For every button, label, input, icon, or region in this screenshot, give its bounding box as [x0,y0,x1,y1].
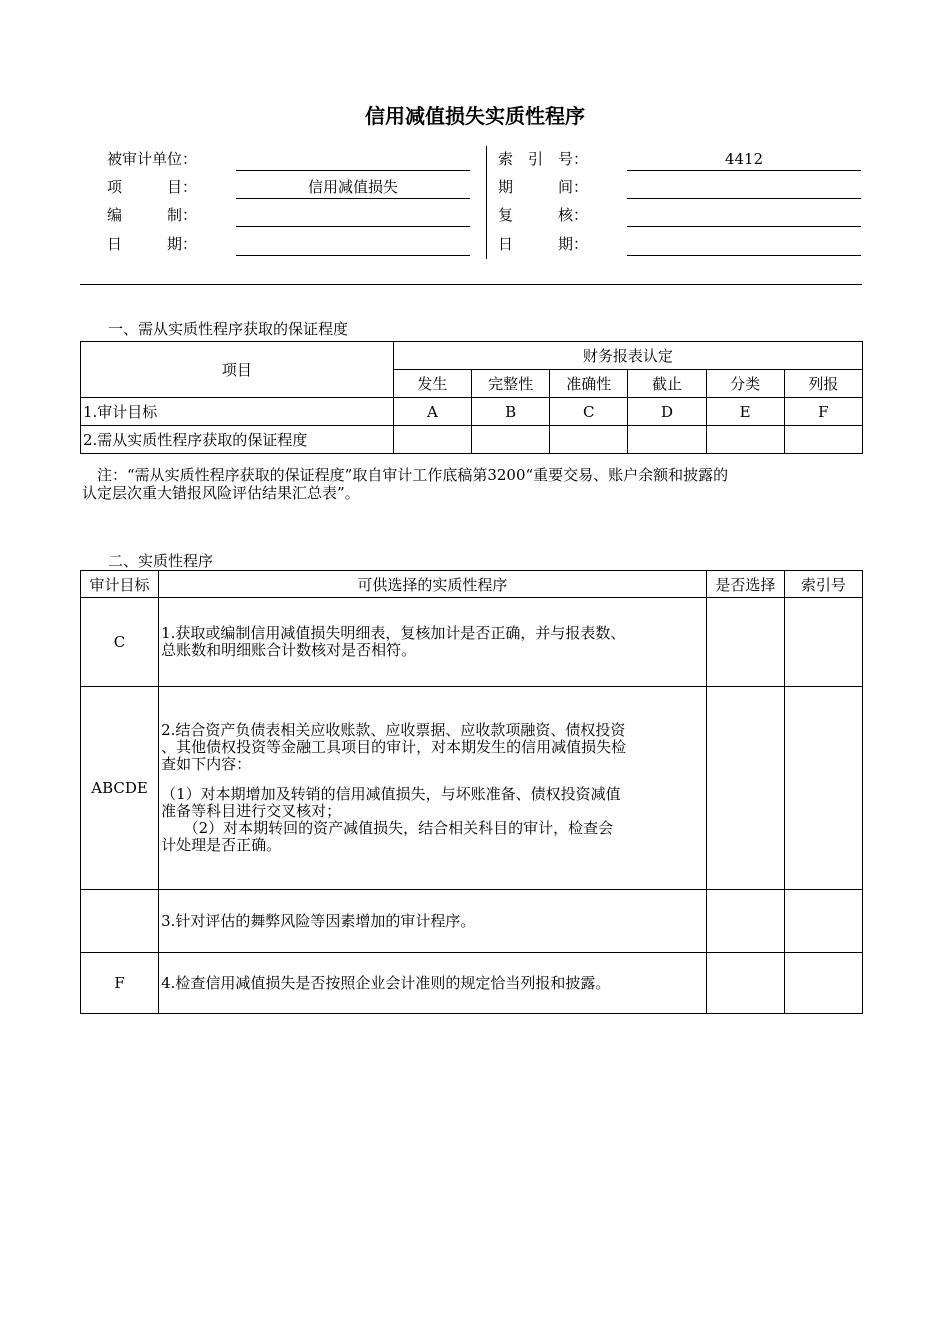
assertion-header: 分类 [706,370,784,398]
procedures-table [80,570,863,1014]
procedure-objective: C [81,598,159,687]
procedure-text [159,687,707,890]
objective-cell: C [550,398,628,426]
index-header: 索引号 [784,571,862,598]
project-label: 项 目： [107,178,198,196]
procedure-line: 3.针对评估的舞弊风险等因素增加的审计程序。 [161,911,476,930]
index-no-field[interactable]: 4412 [627,148,861,171]
auditee-label: 被审计单位： [107,150,198,168]
assertion-header: 完整性 [471,370,549,398]
assertion-header: 准确性 [550,370,628,398]
prep-date-field[interactable] [236,233,470,256]
procedure-header: 可供选择的实质性程序 [159,571,707,598]
preparer-field[interactable] [236,204,470,227]
assurance-cell[interactable] [628,426,706,454]
procedure-objective: ABCDE [81,687,159,890]
procedure-text [159,598,707,687]
selected-cell[interactable] [706,953,784,1014]
section1-heading: 一、需从实质性程序获取的保证程度 [108,320,349,338]
procedure-line: 查如下内容： [161,755,252,773]
procedure-line: （2）对本期转回的资产减值损失，结合相关科目的审计，检查会 [161,819,614,837]
review-date-field[interactable] [627,233,861,256]
selected-header: 是否选择 [706,571,784,598]
prep-date-label: 日 期： [107,235,198,253]
procedure-line: 计处理是否正确。 [161,836,282,854]
header-rule [80,284,862,285]
assertion-group-header: 财务报表认定 [393,342,862,370]
note-line: 认定层次重大错报风险评估结果汇总表”。 [82,484,360,502]
objective-cell: B [471,398,549,426]
row-label-assurance: 2.需从实质性程序获取的保证程度 [81,426,394,454]
assertion-header: 截止 [628,370,706,398]
selected-cell[interactable] [706,598,784,687]
procedure-text [159,890,707,953]
procedure-line: 1.获取或编制信用减值损失明细表，复核加计是否正确，并与报表数、 [161,624,626,642]
assertion-header: 发生 [393,370,471,398]
selected-cell[interactable] [706,890,784,953]
project-field[interactable]: 信用减值损失 [236,176,470,199]
procedure-objective [81,890,159,953]
procedure-text [159,953,707,1014]
index-cell[interactable] [784,953,862,1014]
period-label: 期 间： [498,178,589,196]
index-cell[interactable] [784,890,862,953]
assurance-cell[interactable] [784,426,862,454]
objective-cell: E [706,398,784,426]
reviewer-label: 复 核： [498,206,589,224]
objective-cell: A [393,398,471,426]
assurance-cell[interactable] [471,426,549,454]
page-title: 信用减值损失实质性程序 [365,104,585,128]
procedure-line: 4.检查信用减值损失是否按照企业会计准则的规定恰当列报和披露。 [161,973,611,992]
assurance-cell[interactable] [550,426,628,454]
index-no-label: 索 引 号： [498,150,589,168]
review-date-label: 日 期： [498,235,589,253]
row-label-objective: 1.审计目标 [81,398,394,426]
index-cell[interactable] [784,598,862,687]
item-header: 项目 [81,342,394,398]
procedure-line: （1）对本期增加及转销的信用减值损失，与坏账准备、债权投资减值 [161,785,621,803]
procedure-objective: F [81,953,159,1014]
procedure-line: 总账数和明细账合计数核对是否相符。 [161,641,417,659]
index-cell[interactable] [784,687,862,890]
assertion-header: 列报 [784,370,862,398]
procedure-line: 准备等科目进行交叉核对； [161,802,342,820]
preparer-label: 编 制： [107,206,198,224]
reviewer-field[interactable] [627,204,861,227]
objective-header: 审计目标 [81,571,159,598]
header-divider [486,146,487,259]
note-line: 注：“需从实质性程序获取的保证程度”取自审计工作底稿第3200“重要交易、账户余额和披露的 [82,466,729,484]
assurance-table [80,341,863,454]
selected-cell[interactable] [706,687,784,890]
objective-cell: F [784,398,862,426]
auditee-field[interactable] [236,148,470,171]
procedure-line: 、其他债权投资等金融工具项目的审计，对本期发生的信用减值损失检 [161,738,627,756]
section2-heading: 二、实质性程序 [108,552,214,570]
assurance-cell[interactable] [706,426,784,454]
procedure-line: 2.结合资产负债表相关应收账款、应收票据、应收款项融资、债权投资 [161,721,626,739]
assurance-cell[interactable] [393,426,471,454]
objective-cell: D [628,398,706,426]
period-field[interactable] [627,176,861,199]
